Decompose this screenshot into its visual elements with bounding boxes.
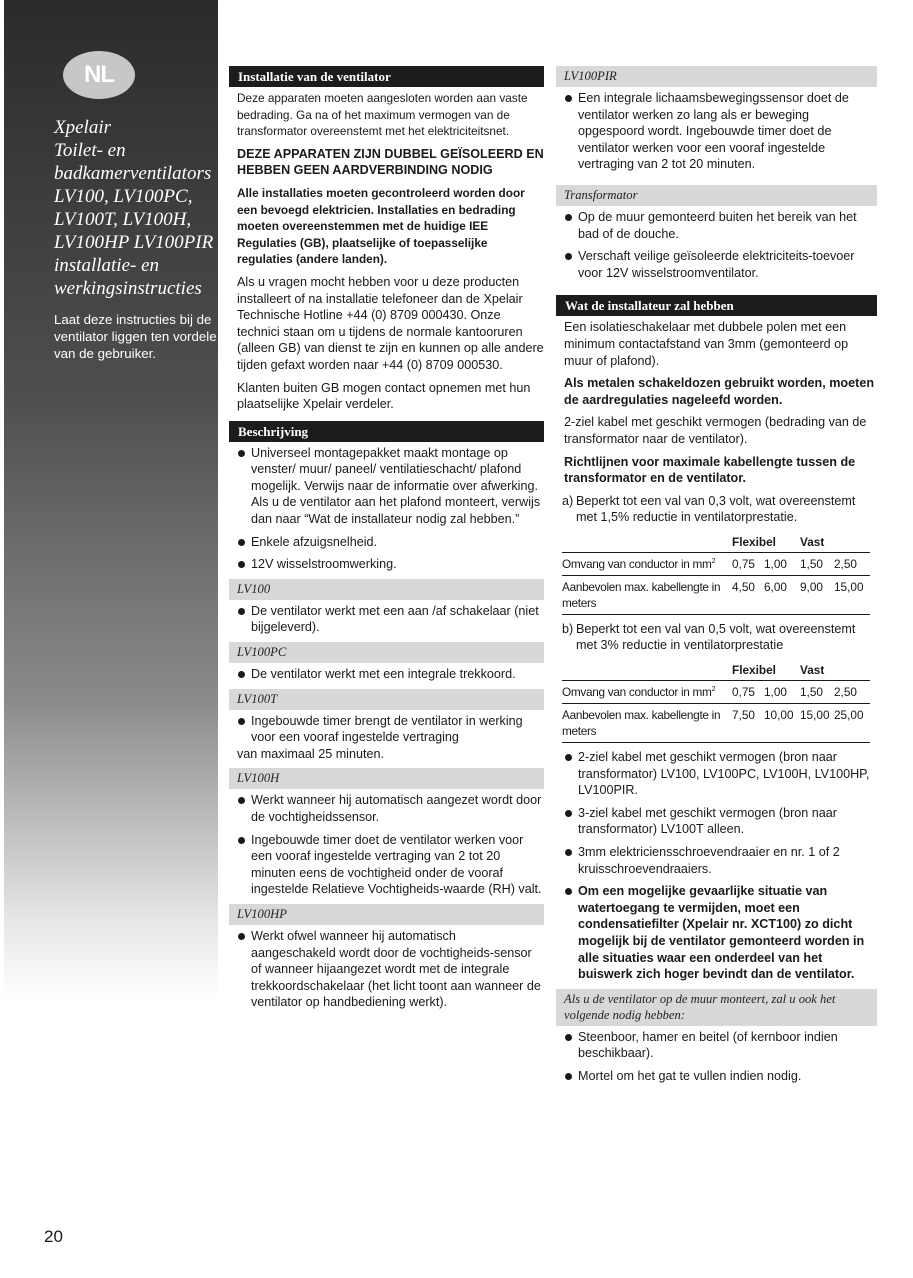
cable-table-b bbox=[562, 660, 870, 743]
list-item: Werkt ofwel wanneer hij automatisch aangeschakeld wordt door de vochtigheids-sensor of wanneer hijaangezet wordt met de integrale trekkoordschakelaar (het licht toont aan wanneer de ventilator op handbediening werkt). bbox=[229, 928, 544, 1011]
row-label: Omvang van conductor in $mm^2$ bbox=[562, 685, 716, 700]
table-cell: 15,00 bbox=[800, 708, 830, 723]
list-item: Op de muur gemonteerd buiten het bereik van het bad of de douche. bbox=[556, 209, 877, 242]
title-line: LV100, LV100PC, bbox=[54, 186, 193, 207]
item-label: a) bbox=[562, 493, 574, 508]
column-header: Flexibel bbox=[732, 663, 776, 678]
sidebar-note: Laat deze instructies bij de ventilator liggen ten vordele van de gebruiker. bbox=[54, 312, 217, 361]
section-heading-beschrijving: Beschrijving bbox=[229, 421, 544, 442]
list-item: 3-ziel kabel met geschikt vermogen (bron naar transformator) LV100T alleen. bbox=[556, 805, 877, 838]
title-line: Toilet- en bbox=[54, 140, 126, 161]
list-item: Enkele afzuigsnelheid. bbox=[229, 534, 544, 551]
table-cell: 0,75 bbox=[732, 685, 755, 700]
list-item: De ventilator werkt met een integrale trekkoord. bbox=[229, 666, 544, 683]
list-item: De ventilator werkt met een aan /af schakelaar (niet bijgeleverd). bbox=[229, 603, 544, 636]
column-right bbox=[556, 66, 877, 1091]
language-badge: NL bbox=[63, 51, 135, 99]
paragraph-bold: Als metalen schakeldozen gebruikt worden, moeten de aardregulaties nageleefd worden. bbox=[564, 376, 875, 407]
subheading-lv100h: LV100H bbox=[229, 768, 544, 789]
list-item: Ingebouwde timer doet de ventilator werken voor een vooraf ingestelde vertraging van 2 tot 20 minuten eens de vochtigheid onder de vooraf ingestelde Relatieve Vochtigheids-waarde (RH) valt. bbox=[229, 832, 544, 898]
title-line: Xpelair bbox=[54, 117, 111, 138]
item-label: b) bbox=[562, 621, 574, 636]
paragraph-bold: Richtlijnen voor maximale kabellengte tussen de transformator en de ventilator. bbox=[564, 454, 856, 486]
table-cell: 25,00 bbox=[834, 708, 864, 723]
table-cell: 1,50 bbox=[800, 556, 823, 571]
table-cell: 15,00 bbox=[834, 579, 864, 594]
table-row bbox=[562, 575, 870, 615]
list-item: Verschaft veilige geïsoleerde elektriciteits-toevoer voor 12V wisselstroomventilator. bbox=[556, 248, 877, 281]
table-header bbox=[562, 660, 870, 680]
paragraph-bold: Alle installaties moeten gecontroleerd worden door een bevoegd elektricien. Installaties en bedrading moeten overeenstemmen met de huidige IEE Regulaties (GB), plaatselijke of toepasselijke regulaties (andere landen). bbox=[237, 185, 525, 267]
paragraph: 2-ziel kabel met geschikt vermogen (bedrading van de transformator naar de ventilator). bbox=[564, 415, 867, 446]
title-line: LV100T, LV100H, bbox=[54, 209, 192, 230]
subheading-lv100hp: LV100HP bbox=[229, 904, 544, 925]
column-header: Vast bbox=[800, 663, 825, 678]
table-cell: 9,00 bbox=[800, 579, 823, 594]
list-item: 3mm elektriciensschroevendraaier en nr. 1 of 2 kruisschroevendraaiers. bbox=[556, 844, 877, 877]
document-title bbox=[54, 116, 233, 300]
row-label: Aanbevolen max. kabellengte in meters bbox=[562, 708, 721, 739]
title-line: werkingsinstructies bbox=[54, 278, 202, 299]
list-item: Mortel om het gat te vullen indien nodig. bbox=[556, 1068, 877, 1085]
table-cell: 10,00 bbox=[764, 708, 794, 723]
row-label: Omvang van conductor in $mm^2$ bbox=[562, 556, 716, 571]
table-cell: 1,50 bbox=[800, 685, 823, 700]
list-item: 12V wisselstroomwerking. bbox=[229, 556, 544, 573]
list-item: Werkt wanneer hij automatisch aangezet wordt door de vochtigheidssensor. bbox=[229, 792, 544, 825]
subheading-lv100: LV100 bbox=[229, 579, 544, 600]
table-cell: 1,00 bbox=[764, 685, 787, 700]
paragraph: van maximaal 25 minuten. bbox=[237, 746, 384, 761]
table-cell: 7,50 bbox=[732, 708, 755, 723]
title-line: installatie- en bbox=[54, 255, 160, 276]
subheading-lv100t: LV100T bbox=[229, 689, 544, 710]
table-cell: 0,75 bbox=[732, 556, 755, 571]
column-left bbox=[229, 66, 544, 1017]
list-item: Ingebouwde timer brengt de ventilator in werking voor een vooraf ingestelde vertraging bbox=[229, 713, 544, 746]
warning-list-item: Om een mogelijke gevaarlijke situatie van watertoegang te vermijden, moet een condensatiefilter (Xpelair nr. XCT100) zo dicht mogelijk bij de ventilator gemonteerd worden in alle situaties waar een onderdeel van het buiswerk zich hoger bevindt dan de ventilator. bbox=[556, 883, 877, 983]
row-label: Aanbevolen max. kabellengte in meters bbox=[562, 579, 721, 610]
paragraph: Deze apparaten moeten aangesloten worden aan vaste bedrading. Ga na of het maximum vermogen van de transformator overeenstemt met het elektriciteitsnet. bbox=[237, 91, 528, 139]
table-row bbox=[562, 703, 870, 743]
warning-text: DEZE APPARATEN ZIJN DUBBEL GEÏSOLEERD EN HEBBEN GEEN AARDVERBINDING NODIG bbox=[237, 146, 544, 178]
list-item: Een integrale lichaamsbewegingssensor doet de ventilator werken zo lang als er beweging opgespoord wordt. Ingebouwde timer doet de ventilator werken voor een vooraf ingestelde vertraging van 2 tot 20 minuten. bbox=[556, 90, 877, 173]
subheading-transformator: Transformator bbox=[556, 185, 877, 206]
table-cell: 1,00 bbox=[764, 556, 787, 571]
list-item: Steenboor, hamer en beitel (of kernboor indien beschikbaar). bbox=[556, 1029, 877, 1062]
subheading-lv100pir: LV100PIR bbox=[556, 66, 877, 87]
table-cell: 4,50 bbox=[732, 579, 755, 594]
table-cell: 2,50 bbox=[834, 685, 857, 700]
list-item-a bbox=[556, 493, 877, 526]
sidebar-panel bbox=[4, 0, 233, 1000]
column-header: Flexibel bbox=[732, 534, 776, 549]
table-cell: 2,50 bbox=[834, 556, 857, 571]
title-line: badkamerventilators bbox=[54, 163, 212, 184]
table-cell: 6,00 bbox=[764, 579, 787, 594]
subheading-lv100pc: LV100PC bbox=[229, 642, 544, 663]
paragraph: Klanten buiten GB mogen contact opnemen met hun plaatselijke Xpelair verdeler. bbox=[237, 380, 531, 412]
item-text: Beperkt tot een val van 0,3 volt, wat overeenstemt met 1,5% reductie in ventilatorprestatie. bbox=[576, 493, 856, 525]
section-heading-installatie: Installatie van de ventilator bbox=[229, 66, 544, 87]
title-line: LV100HP LV100PIR & bbox=[54, 232, 233, 253]
item-text: Beperkt tot een val van 0,5 volt, wat overeenstemt met 3% reductie in ventilatorprestatie bbox=[576, 621, 856, 653]
table-row bbox=[562, 552, 870, 575]
subheading-muur: Als u de ventilator op de muur monteert, zal u ook het volgende nodig hebben: bbox=[556, 989, 877, 1026]
page-number: 20 bbox=[44, 1227, 63, 1246]
list-item: Universeel montagepakket maakt montage op venster/ muur/ paneel/ ventilatieschacht/ plafond mogelijk. Verwijs naar de informatie over afwerking. Als u de ventilator aan het plafond monteert, verwijs dan naar “Wat de installateur nodig zal hebben.” bbox=[229, 445, 544, 528]
list-item: 2-ziel kabel met geschikt vermogen (bron naar transformator) LV100, LV100PC, LV100H, LV100HP, LV100PIR. bbox=[556, 749, 877, 799]
cable-table-a bbox=[562, 532, 870, 615]
section-heading-installateur: Wat de installateur zal hebben bbox=[556, 295, 877, 316]
column-header: Vast bbox=[800, 534, 825, 549]
paragraph: Als u vragen mocht hebben voor u deze producten installeert of na installatie telefoneer dan de Xpelair Technische Hotline +44 (0) 8709 000430. Onze technici staan om u tijdens de normale kantooruren (alleen GB) van dienst te zijn en kunnen op alle andere tijden gefaxt worden naar +44 (0) 8709 000530. bbox=[237, 274, 544, 372]
paragraph: Een isolatieschakelaar met dubbele polen met een minimum contactafstand van 3mm (gemonteerd op muur of plafond). bbox=[564, 320, 849, 368]
list-item-b bbox=[556, 621, 877, 654]
table-header bbox=[562, 532, 870, 552]
table-row bbox=[562, 680, 870, 703]
